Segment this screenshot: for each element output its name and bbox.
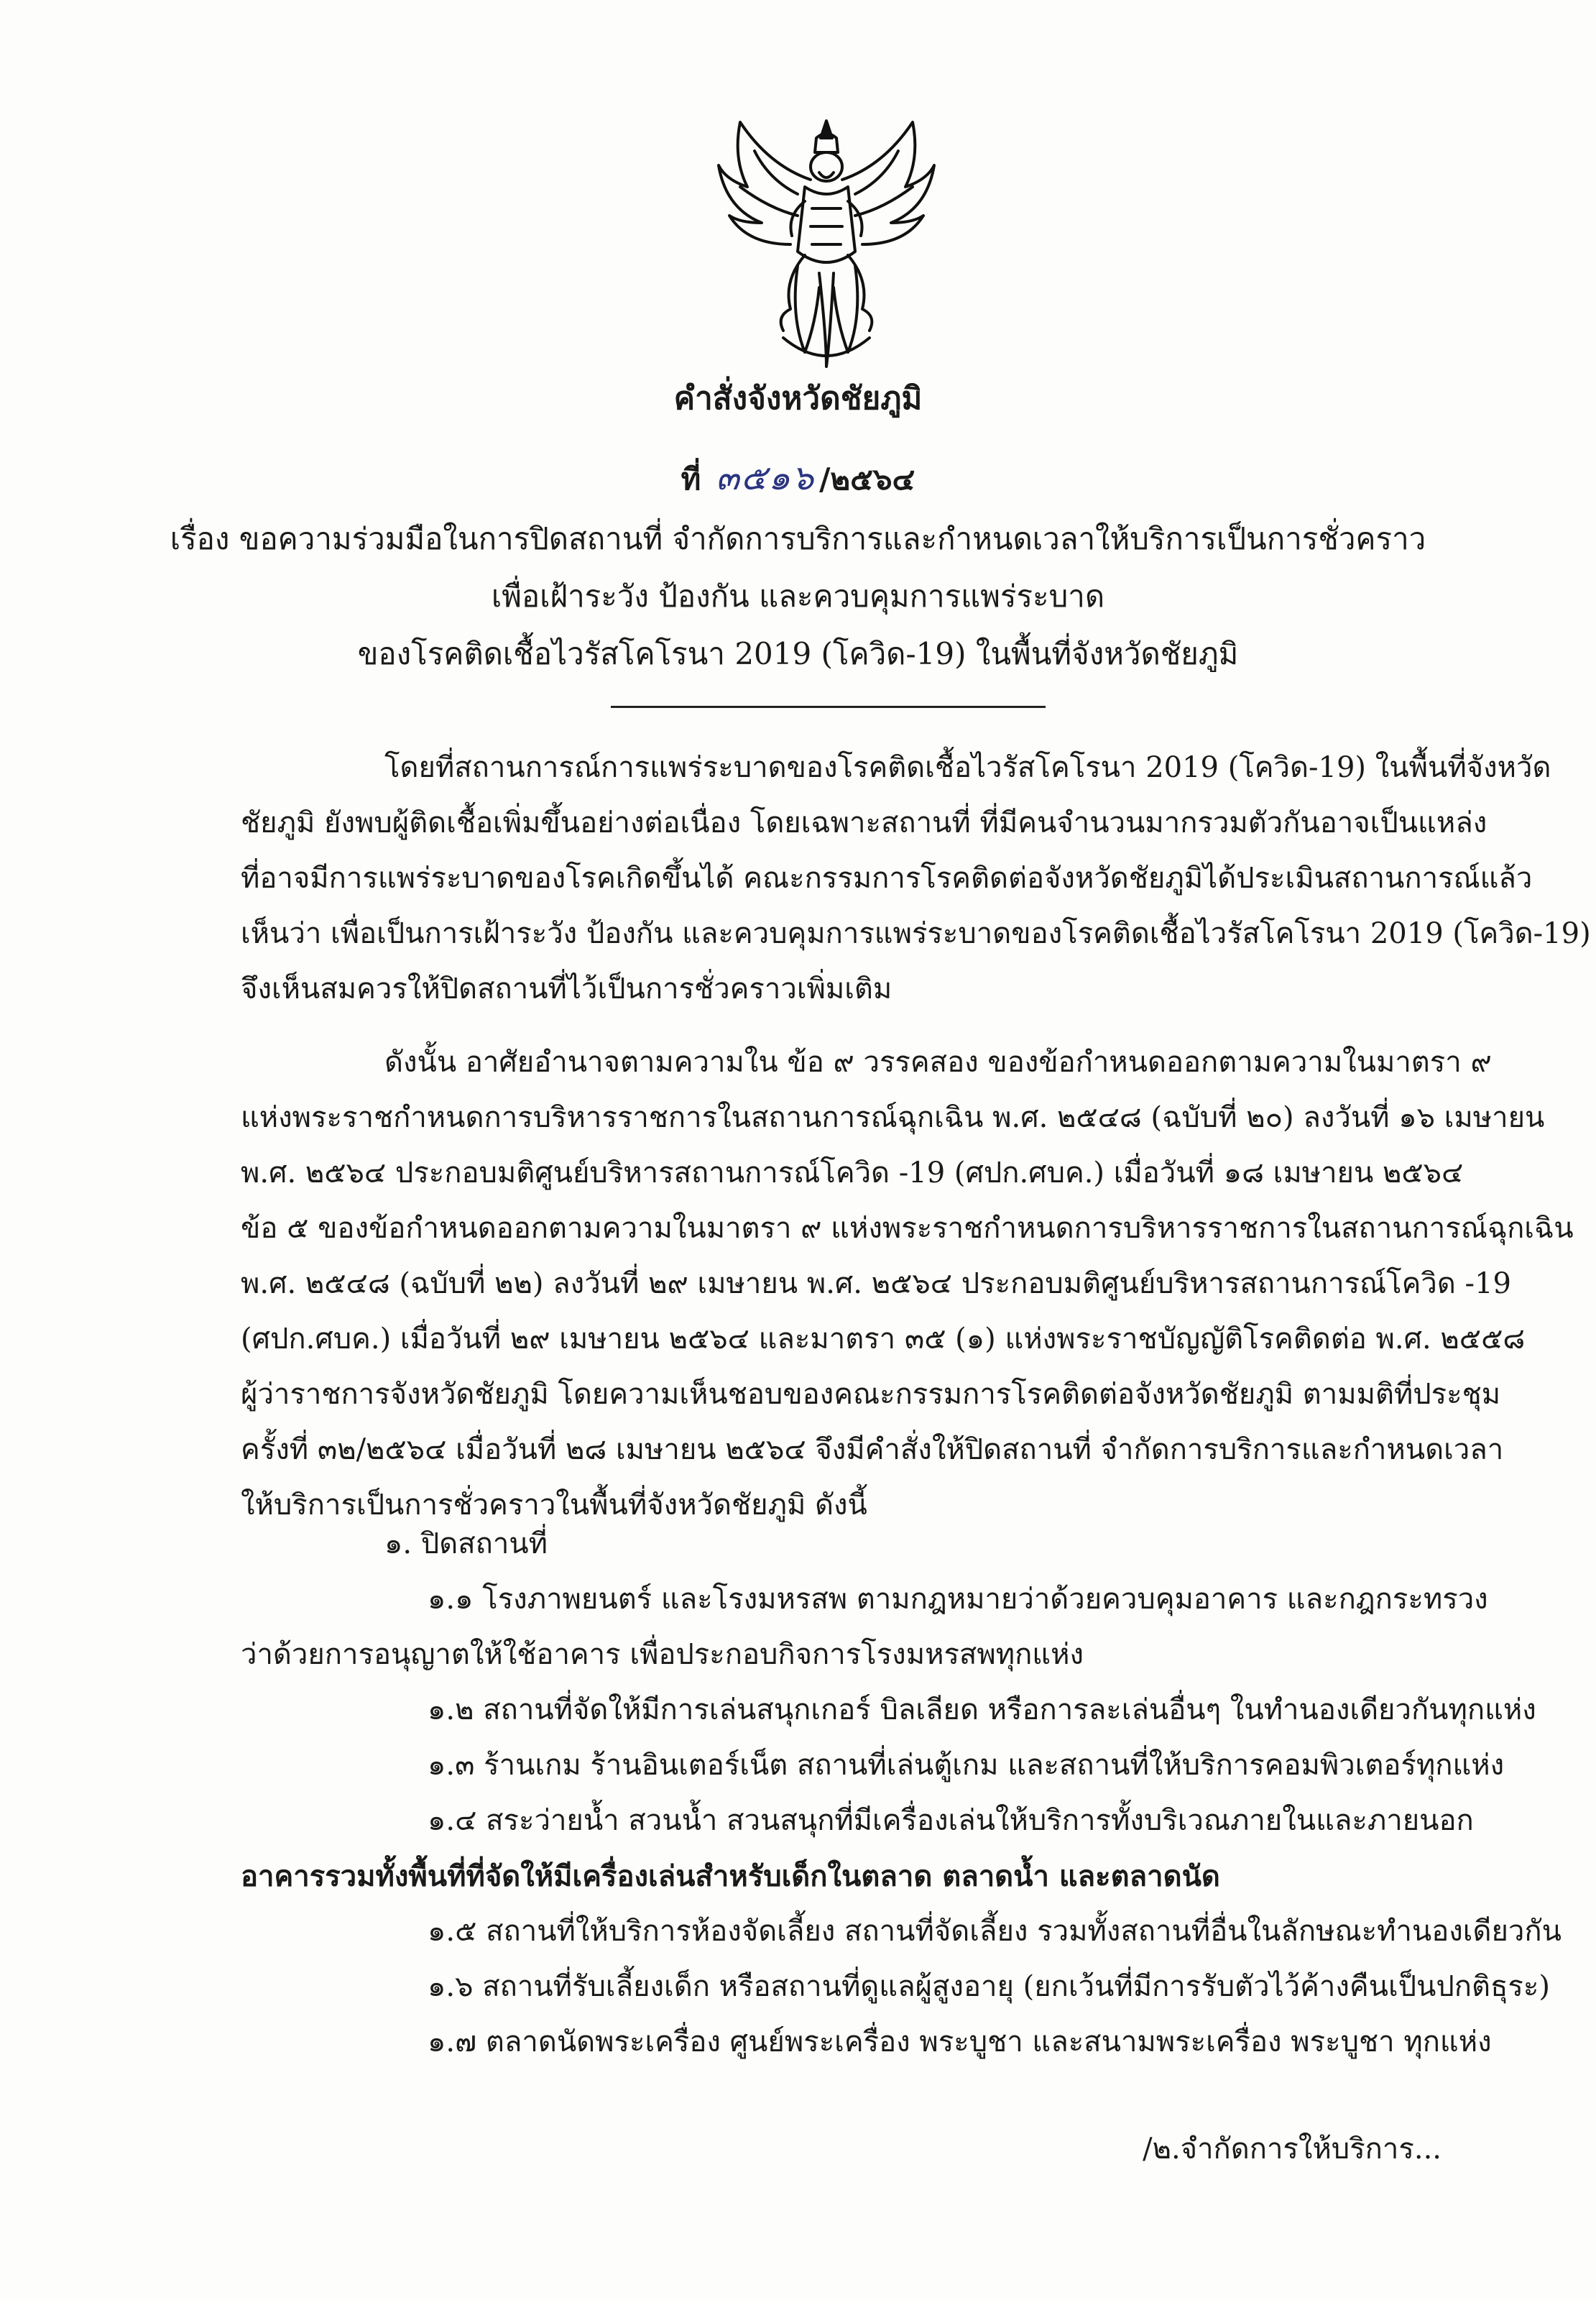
paragraph-2-line: พ.ศ. ๒๕๖๔ ประกอบมติศูนย์บริหารสถานการณ์โควิด -19 (ศปก.ศบค.) เมื่อวันที่ ๑๘ เมษายน ๒๕๖๔ <box>241 1156 1464 1190</box>
paragraph-1-line: ชัยภูมิ ยังพบผู้ติดเชื้อเพิ่มขึ้นอย่างต่อเนื่อง โดยเฉพาะสถานที่ ที่มีคนจำนวนมากรวมตัวกันอาจเป็นแหล่ง <box>241 806 1487 840</box>
paragraph-2-line: ข้อ ๕ ของข้อกำหนดออกตามความในมาตรา ๙ แห่งพระราชกำหนดการบริหารราชการในสถานการณ์ฉุกเฉิน <box>241 1212 1574 1245</box>
section-1-heading: ๑. ปิดสถานที่ <box>384 1527 548 1560</box>
paragraph-1-line: ที่อาจมีการแพร่ระบาดของโรคเกิดขึ้นได้ คณะกรรมการโรคติดต่อจังหวัดชัยภูมิได้ประเมินสถานการณ์แล้ว <box>241 862 1533 895</box>
paragraph-1-line: โดยที่สถานการณ์การแพร่ระบาดของโรคติดเชื้อไวรัสโคโรนา 2019 (โควิด-19) ในพื้นที่จังหวัด <box>384 751 1551 784</box>
paragraph-1-line: เห็นว่า เพื่อเป็นการเฝ้าระวัง ป้องกัน และควบคุมการแพร่ระบาดของโรคติดเชื้อไวรัสโคโรนา 2019 (โควิด-19) <box>241 917 1591 950</box>
list-item: ๑.๗ ตลาดนัดพระเครื่อง ศูนย์พระเครื่อง พระบูชา และสนามพระเครื่อง พระบูชา ทุกแห่ง <box>428 2025 1492 2058</box>
page-continuation: /๒.จำกัดการให้บริการ... <box>1143 2133 1442 2166</box>
subject-line-2: เพื่อเฝ้าระวัง ป้องกัน และควบคุมการแพร่ระบาด <box>491 579 1105 614</box>
paragraph-2-line: ครั้งที่ ๓๒/๒๕๖๔ เมื่อวันที่ ๒๘ เมษายน ๒๕๖๔ จึงมีคำสั่งให้ปิดสถานที่ จำกัดการบริการและกำหนดเวลา <box>241 1433 1504 1466</box>
paragraph-2-line: พ.ศ. ๒๕๔๘ (ฉบับที่ ๒๒) ลงวันที่ ๒๙ เมษายน พ.ศ. ๒๕๖๔ ประกอบมติศูนย์บริหารสถานการณ์โควิด -19 <box>241 1267 1511 1300</box>
header-divider <box>611 706 1046 708</box>
paragraph-2-line: ให้บริการเป็นการชั่วคราวในพื้นที่จังหวัดชัยภูมิ ดังนี้ <box>241 1489 867 1522</box>
list-item: ๑.๒ สถานที่จัดให้มีการเล่นสนุกเกอร์ บิลเลียด หรือการละเล่นอื่นๆ ในทำนองเดียวกันทุกแห่ง <box>428 1693 1536 1726</box>
list-item: ๑.๕ สถานที่ให้บริการห้องจัดเลี้ยง สถานที่จัดเลี้ยง รวมทั้งสถานที่อื่นในลักษณะทำนองเดียวกัน <box>428 1915 1562 1948</box>
number-prefix: ที่ <box>681 461 701 497</box>
handwritten-number: ๓๕๑๖ <box>715 458 816 498</box>
number-suffix: /๒๕๖๔ <box>819 461 915 497</box>
list-item-continuation: อาคารรวมทั้งพื้นที่ที่จัดให้มีเครื่องเล่นสำหรับเด็กในตลาด ตลาดน้ำ และตลาดนัด <box>241 1859 1220 1893</box>
paragraph-1 <box>241 740 1591 1017</box>
paragraph-2-line: ดังนั้น อาศัยอำนาจตามความใน ข้อ ๙ วรรคสอง ของข้อกำหนดออกตามความในมาตรา ๙ <box>384 1046 1492 1079</box>
list-item: ๑.๓ ร้านเกม ร้านอินเตอร์เน็ต สถานที่เล่นตู้เกม และสถานที่ให้บริการคอมพิวเตอร์ทุกแห่ง <box>428 1749 1505 1782</box>
paragraph-2-line: แห่งพระราชกำหนดการบริหารราชการในสถานการณ์ฉุกเฉิน พ.ศ. ๒๕๔๘ (ฉบับที่ ๒๐) ลงวันที่ ๑๖ เมษายน <box>241 1101 1545 1134</box>
list-item: ๑.๖ สถานที่รับเลี้ยงเด็ก หรือสถานที่ดูแลผู้สูงอายุ (ยกเว้นที่มีการรับตัวไว้ค้างคืนเป็นปกติธุระ) <box>428 1970 1550 2003</box>
list-item-continuation: ว่าด้วยการอนุญาตให้ใช้อาคาร เพื่อประกอบกิจการโรงมหรสพทุกแห่ง <box>241 1638 1084 1671</box>
subject-line-3: ของโรคติดเชื้อไวรัสโคโรนา 2019 (โควิด-19) ในพื้นที่จังหวัดชัยภูมิ <box>357 636 1239 671</box>
list-item: ๑.๑ โรงภาพยนตร์ และโรงมหรสพ ตามกฎหมายว่าด้วยควบคุมอาคาร และกฎกระทรวง <box>428 1583 1488 1616</box>
subject-line-1: เรื่อง ขอความร่วมมือในการปิดสถานที่ จำกัดการบริการและกำหนดเวลาให้บริการเป็นการชั่วคราว <box>170 521 1426 556</box>
paragraph-2-line: ผู้ว่าราชการจังหวัดชัยภูมิ โดยความเห็นชอบของคณะกรรมการโรคติดต่อจังหวัดชัยภูมิ ตามมติที่ประชุม <box>241 1378 1501 1411</box>
paragraph-2 <box>241 1035 1574 1533</box>
list-item: ๑.๔ สระว่ายน้ำ สวนน้ำ สวนสนุกที่มีเครื่องเล่นให้บริการทั้งบริเวณภายในและภายนอก <box>428 1804 1474 1837</box>
document-number <box>0 456 1596 501</box>
document-title: คำสั่งจังหวัดชัยภูมิ <box>673 380 923 417</box>
section-1-list <box>241 1517 1562 2070</box>
paragraph-2-line: (ศปก.ศบค.) เมื่อวันที่ ๒๙ เมษายน ๒๕๖๔ และมาตรา ๓๕ (๑) แห่งพระราชบัญญัติโรคติดต่อ พ.ศ. ๒๕๕๘ <box>241 1322 1526 1356</box>
garuda-emblem-icon <box>711 108 941 381</box>
paragraph-1-line: จึงเห็นสมควรให้ปิดสถานที่ไว้เป็นการชั่วคราวเพิ่มเติม <box>241 972 892 1006</box>
